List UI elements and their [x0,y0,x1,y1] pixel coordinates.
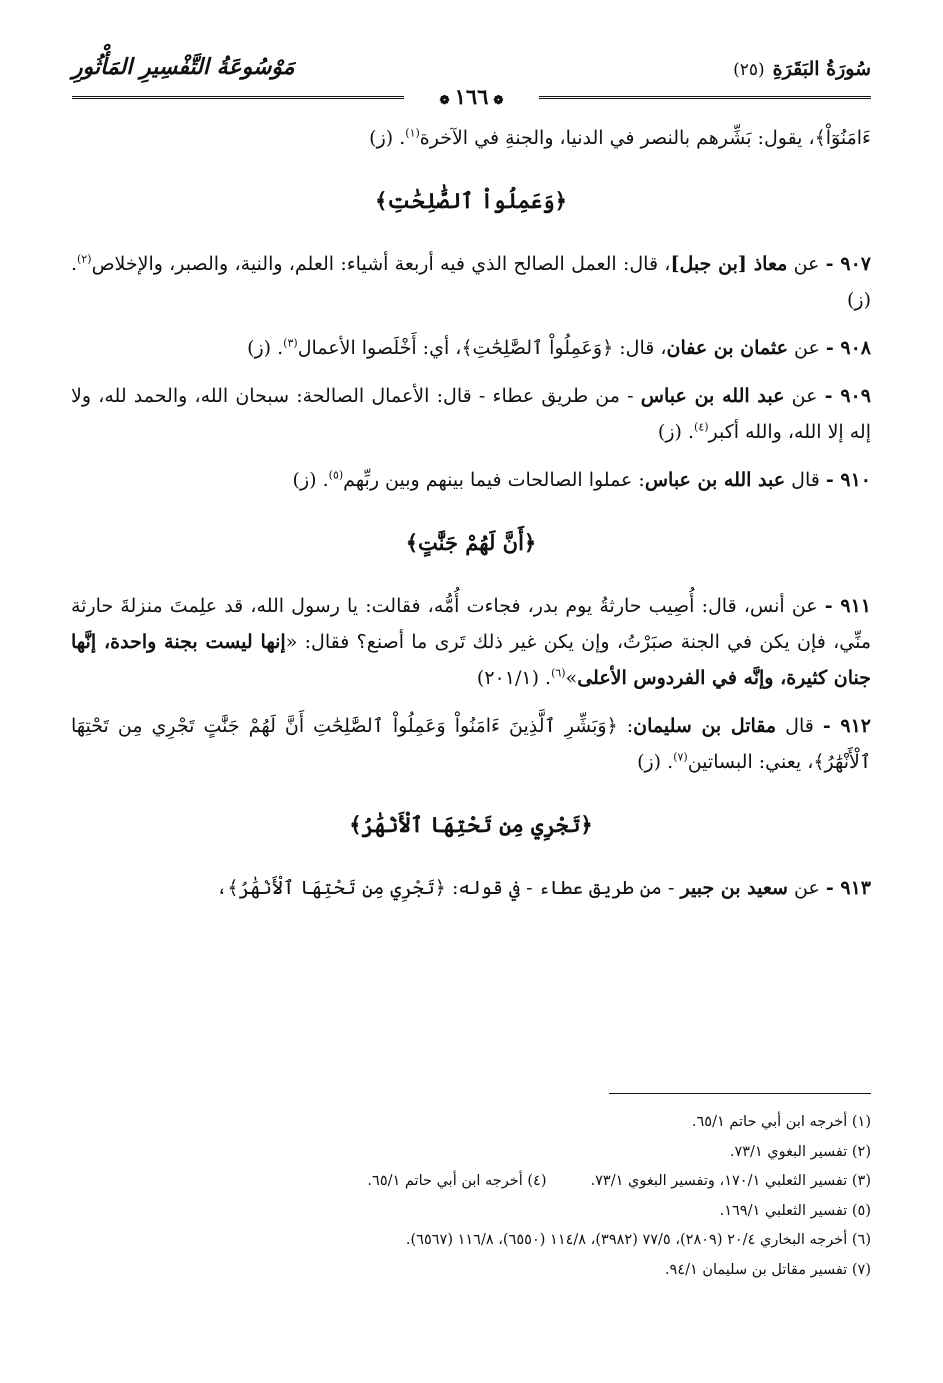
narration-number: ٩١٠ - [825,469,871,491]
hadith-text: إنها ليست بجنة واحدة، إنَّها جنان كثيرة، وإنَّه في الفردوس الأعلى [71,631,871,689]
narration-908: ٩٠٨ - عن عثمان بن عفان، قال: ﴿وَعَمِلُواْ ٱلصَّٰلِحَٰتِ﴾، أي: أَخْلَصوا الأعمال$^{(٣)}$. (ز) [247,336,871,359]
footnote-ref-3[interactable]: (٣) [283,336,298,350]
narration-number: ٩١١ - [824,595,871,617]
narration-910: ٩١٠ - قال عبد الله بن عباس: عملوا الصالحات فيما بينهم وبين ربِّهم$^{(٥)}$. (ز) [292,468,871,491]
footnote-7: (٧) تفسير مقاتل بن سليمان ٩٤/١. [664,1261,871,1278]
verse-number: (٢٥) [733,60,765,80]
footnote-1: (١) أخرجه ابن أبي حاتم ٦٥/١. [691,1114,871,1130]
footnote-ref-7[interactable]: (٧) [673,750,688,764]
footnote-4: (٤) أخرجه ابن أبي حاتم ٦٥/١. [367,1173,547,1189]
footnote-ref-6[interactable]: (٦) [551,666,566,680]
header-rule-right [539,96,871,99]
footnote-2: (٢) تفسير البغوي ٧٣/١. [729,1143,871,1160]
narration-number: ٩٠٨ - [825,337,871,359]
header-rule-left [72,96,404,99]
verse-heading: ﴿أَنَّ لَهُمْ جَنَّٰتٍ﴾ [405,530,537,555]
footnote-6: (٦) أخرجه البخاري ٢٠/٤ (٢٨٠٩)، ٧٧/٥ (٣٩٨٢)، ١١٤/٨ (٦٥٥٠)، ١١٦/٨ (٦٥٦٧). [405,1232,871,1248]
narration-913: ٩١٣ - عن سعيد بن جبير - من طريق عطاء - في قوله: ﴿تَجْرِي مِن تَحْتِهَا ٱلْأَنْهَٰرُ﴾، [216,877,871,899]
narrator-name: عثمان بن عفان [666,337,788,359]
ornament-icon: ❁ [493,93,504,107]
narrator-name: مقاتل بن سليمان [633,715,777,737]
continuation-paragraph: ءَامَنُوٓاْ﴾، يقول: بَشِّرهم بالنصر في الدنيا، والجنةِ في الآخرة$^{(١)}$. (ز) [369,126,871,149]
footnote-ref-1[interactable]: (١) [405,126,420,140]
narrator-name: عبد الله بن عباس [640,385,785,407]
page-body [71,120,871,906]
narration-912: ٩١٢ - قال مقاتل بن سليمان: ﴿وَبَشِّرِ ٱلَّذِينَ ءَامَنُواْ وَعَمِلُواْ ٱلصَّٰلِحَٰتِ أَنَّ لَهُمْ جَنَّٰتٍ تَجْرِي مِن تَحْتِهَا ٱلْأَنْهَٰرُ﴾، يعني: البساتين$^{(٧)}$. (ز) [71,715,871,773]
verse-heading: ﴿وَعَمِلُواْ ٱلصَّٰلِحَٰتِ﴾ [375,188,567,213]
narration-911: ٩١١ - عن أنس، قال: أُصِيب حارثةُ يوم بدر، فجاءت أُمُّه، فقالت: يا رسول الله، قد علِمتَ منزلةَ حارثة منِّي، فإن يكن في الجنة صبَرْتُ، وإن يكن غير ذلك تَرى ما أصنع؟ فقال: «إنها ليست بجنة واحدة، إنَّها جنان كثيرة، وإنَّه في الفردوس الأعلى»$^{(٦)}$. (٢٠١/١) [71,595,871,689]
footnote-ref-4[interactable]: (٤) [694,420,709,434]
page-number: ١٦٦ [454,84,489,109]
narration-number: ٩٠٩ - [824,385,871,407]
narration-number: ٩١٢ - [822,715,871,737]
page-header [72,52,871,112]
footnotes [71,1108,871,1285]
narrator-name: عبد الله بن عباس [644,469,786,491]
footnote-ref-5[interactable]: (٥) [328,468,344,482]
footnote-separator [609,1093,871,1094]
narration-number: ٩١٣ - [825,877,871,899]
running-head-surah [733,58,871,80]
footnote-5: (٥) تفسير الثعلبي ١٦٩/١. [719,1202,871,1219]
narrator-name: معاذ [بن جبل] [670,253,788,275]
narration-number: ٩٠٧ - [825,253,872,275]
narrator-name: سعيد بن جبير [680,877,788,899]
verse-heading: ﴿تَجْرِي مِن تَحْتِهَا ٱلْأَنْهَٰرُ﴾ [349,812,593,837]
footnote-row [71,1167,871,1197]
surah-name: سُورَةُ البَقَرَةِ [772,58,871,80]
footnote-ref-2[interactable]: (٢) [77,252,92,266]
book-title: مَوْسُوعَةُ التَّفْسِيرِ المَأْثُورِ [72,54,295,80]
ornament-icon: ❁ [439,93,450,107]
page-number-block [435,84,509,109]
narration-909: ٩٠٩ - عن عبد الله بن عباس - من طريق عطاء - قال: الأعمال الصالحة: سبحان الله، والحمد لله، ولا إله إلا الله، والله أكبر$^{(٤)}$. (ز) [71,385,871,443]
narration-907: ٩٠٧ - عن معاذ [بن جبل]، قال: العمل الصالح الذي فيه أربعة أشياء: العلم، والنية، والصبر، والإخلاص$^{(٢)}$. (ز) [71,252,872,311]
footnote-3: (٣) تفسير الثعلبي ١٧٠/١، وتفسير البغوي ٧٣/١. [590,1173,871,1189]
